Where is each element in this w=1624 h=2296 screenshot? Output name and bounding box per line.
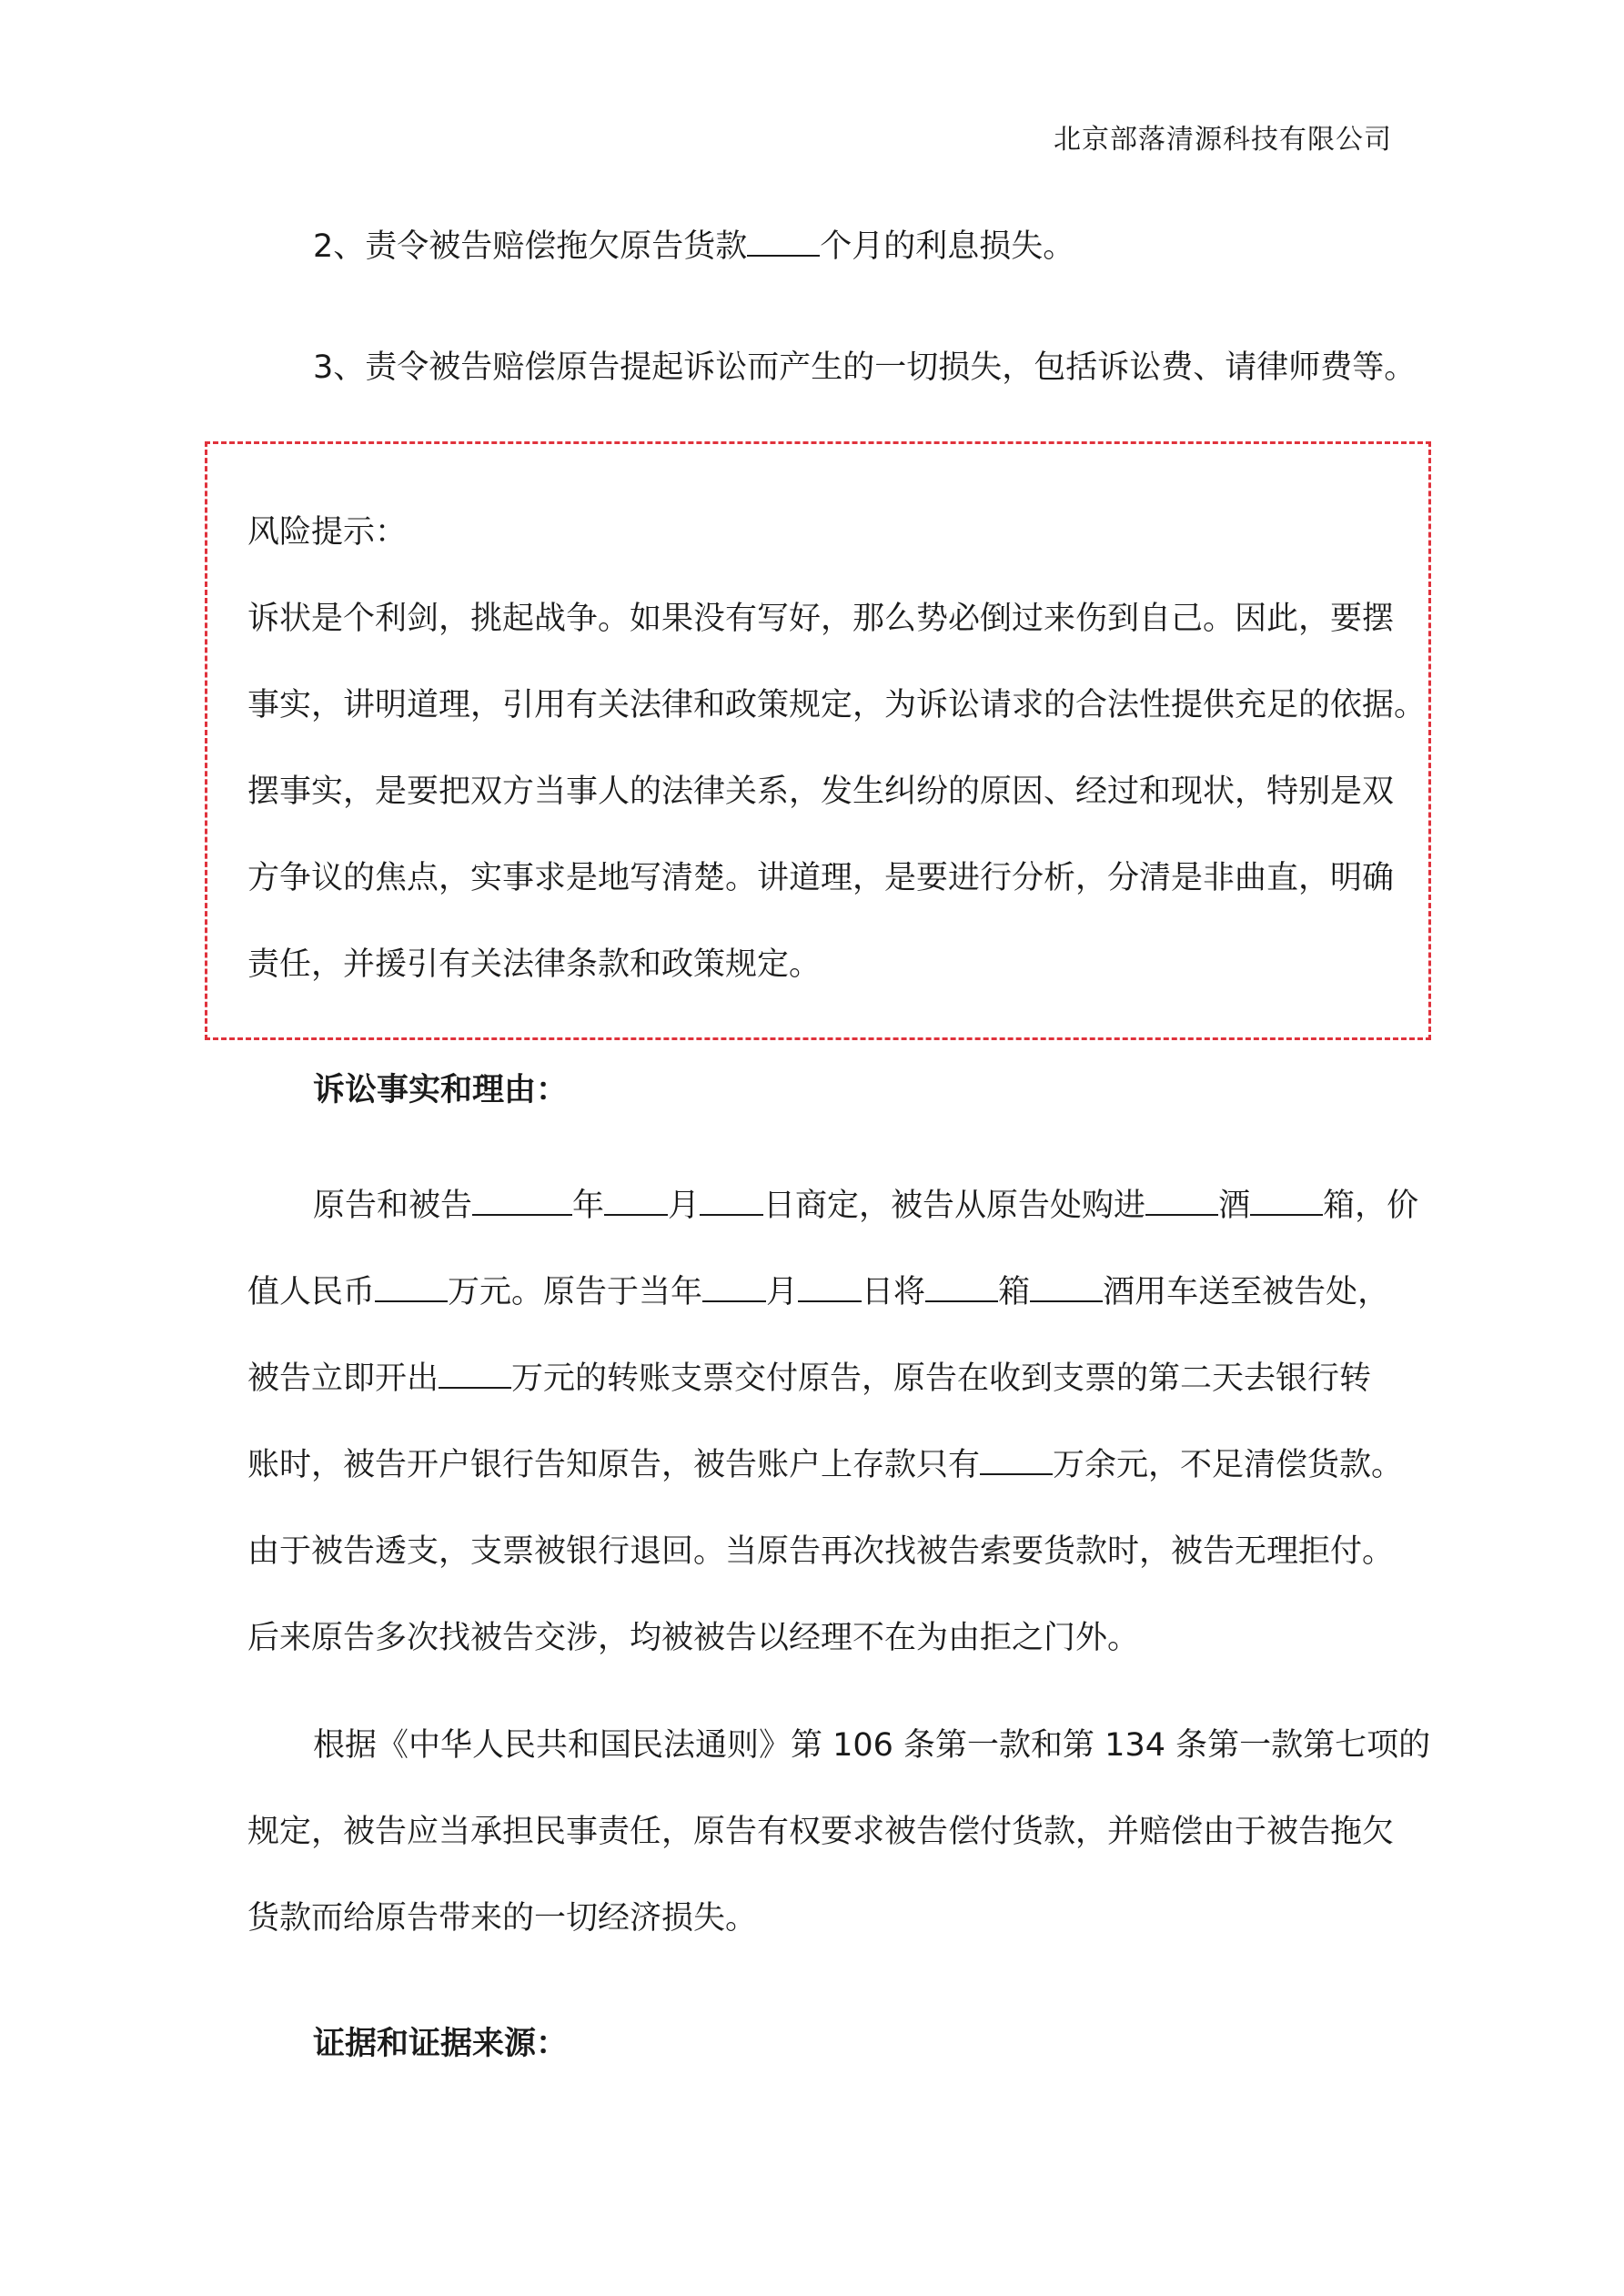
law-line: 根据《中华人民共和国民法通则》第 106 条第一款和第 134 条第一款第七项的 bbox=[313, 1727, 1431, 1764]
risk-line: 事实，讲明道理，引用有关法律和政策规定，为诉讼请求的合法性提供充足的依据。 bbox=[247, 687, 1427, 723]
facts-line: 值人民币 万元。原告于当年 月 日将 箱 酒用车送至被告处， bbox=[247, 1274, 1390, 1310]
law-paragraph bbox=[247, 1703, 1431, 1962]
claim-item-2 bbox=[247, 221, 1430, 267]
evidence-heading: 证据和证据来源： bbox=[313, 2026, 569, 2062]
law-line: 规定，被告应当承担民事责任，原告有权要求被告偿付货款，并赔偿由于被告拖欠 bbox=[247, 1814, 1395, 1850]
facts-paragraph bbox=[247, 1163, 1419, 1682]
facts-line: 原告和被告 年 月 日商定，被告从原告处购进 酒 箱，价 bbox=[313, 1188, 1419, 1224]
risk-line: 摆事实，是要把双方当事人的法律关系，发生纠纷的原因、经过和现状，特别是双 bbox=[247, 774, 1395, 810]
blank-field bbox=[747, 228, 820, 257]
facts-line: 由于被告透支，支票被银行退回。当原告再次找被告索要货款时，被告无理拒付。 bbox=[247, 1533, 1395, 1570]
facts-line: 账时，被告开户银行告知原告，被告账户上存款只有 万余元，不足清偿货款。 bbox=[247, 1447, 1404, 1483]
claim-2-text: 2、责令被告赔偿拖欠原告货款 bbox=[313, 228, 748, 265]
facts-line: 被告立即开出 万元的转账支票交付原告，原告在收到支票的第二天去银行转 bbox=[247, 1360, 1372, 1397]
claim-2-text-end: 个月的利息损失。 bbox=[820, 228, 1075, 265]
risk-line: 诉状是个利剑，挑起战争。如果没有写好，那么势必倒过来伤到自己。因此，要摆 bbox=[247, 601, 1395, 637]
risk-title: 风险提示： bbox=[247, 514, 408, 551]
claim-item-3: 3、责令被告赔偿原告提起诉讼而产生的一切损失，包括诉讼费、请律师费等。 bbox=[313, 349, 1417, 386]
law-line: 货款而给原告带来的一切经济损失。 bbox=[247, 1900, 758, 1937]
facts-heading: 诉讼事实和理由： bbox=[313, 1072, 569, 1108]
company-header: 北京部落清源科技有限公司 bbox=[1054, 124, 1392, 156]
risk-line: 方争议的焦点，实事求是地写清楚。讲道理，是要进行分析，分清是非曲直，明确 bbox=[247, 860, 1395, 896]
risk-warning-content bbox=[247, 490, 1427, 1008]
risk-line: 责任，并援引有关法律条款和政策规定。 bbox=[247, 946, 822, 983]
facts-line: 后来原告多次找被告交涉，均被被告以经理不在为由拒之门外。 bbox=[247, 1620, 1140, 1656]
